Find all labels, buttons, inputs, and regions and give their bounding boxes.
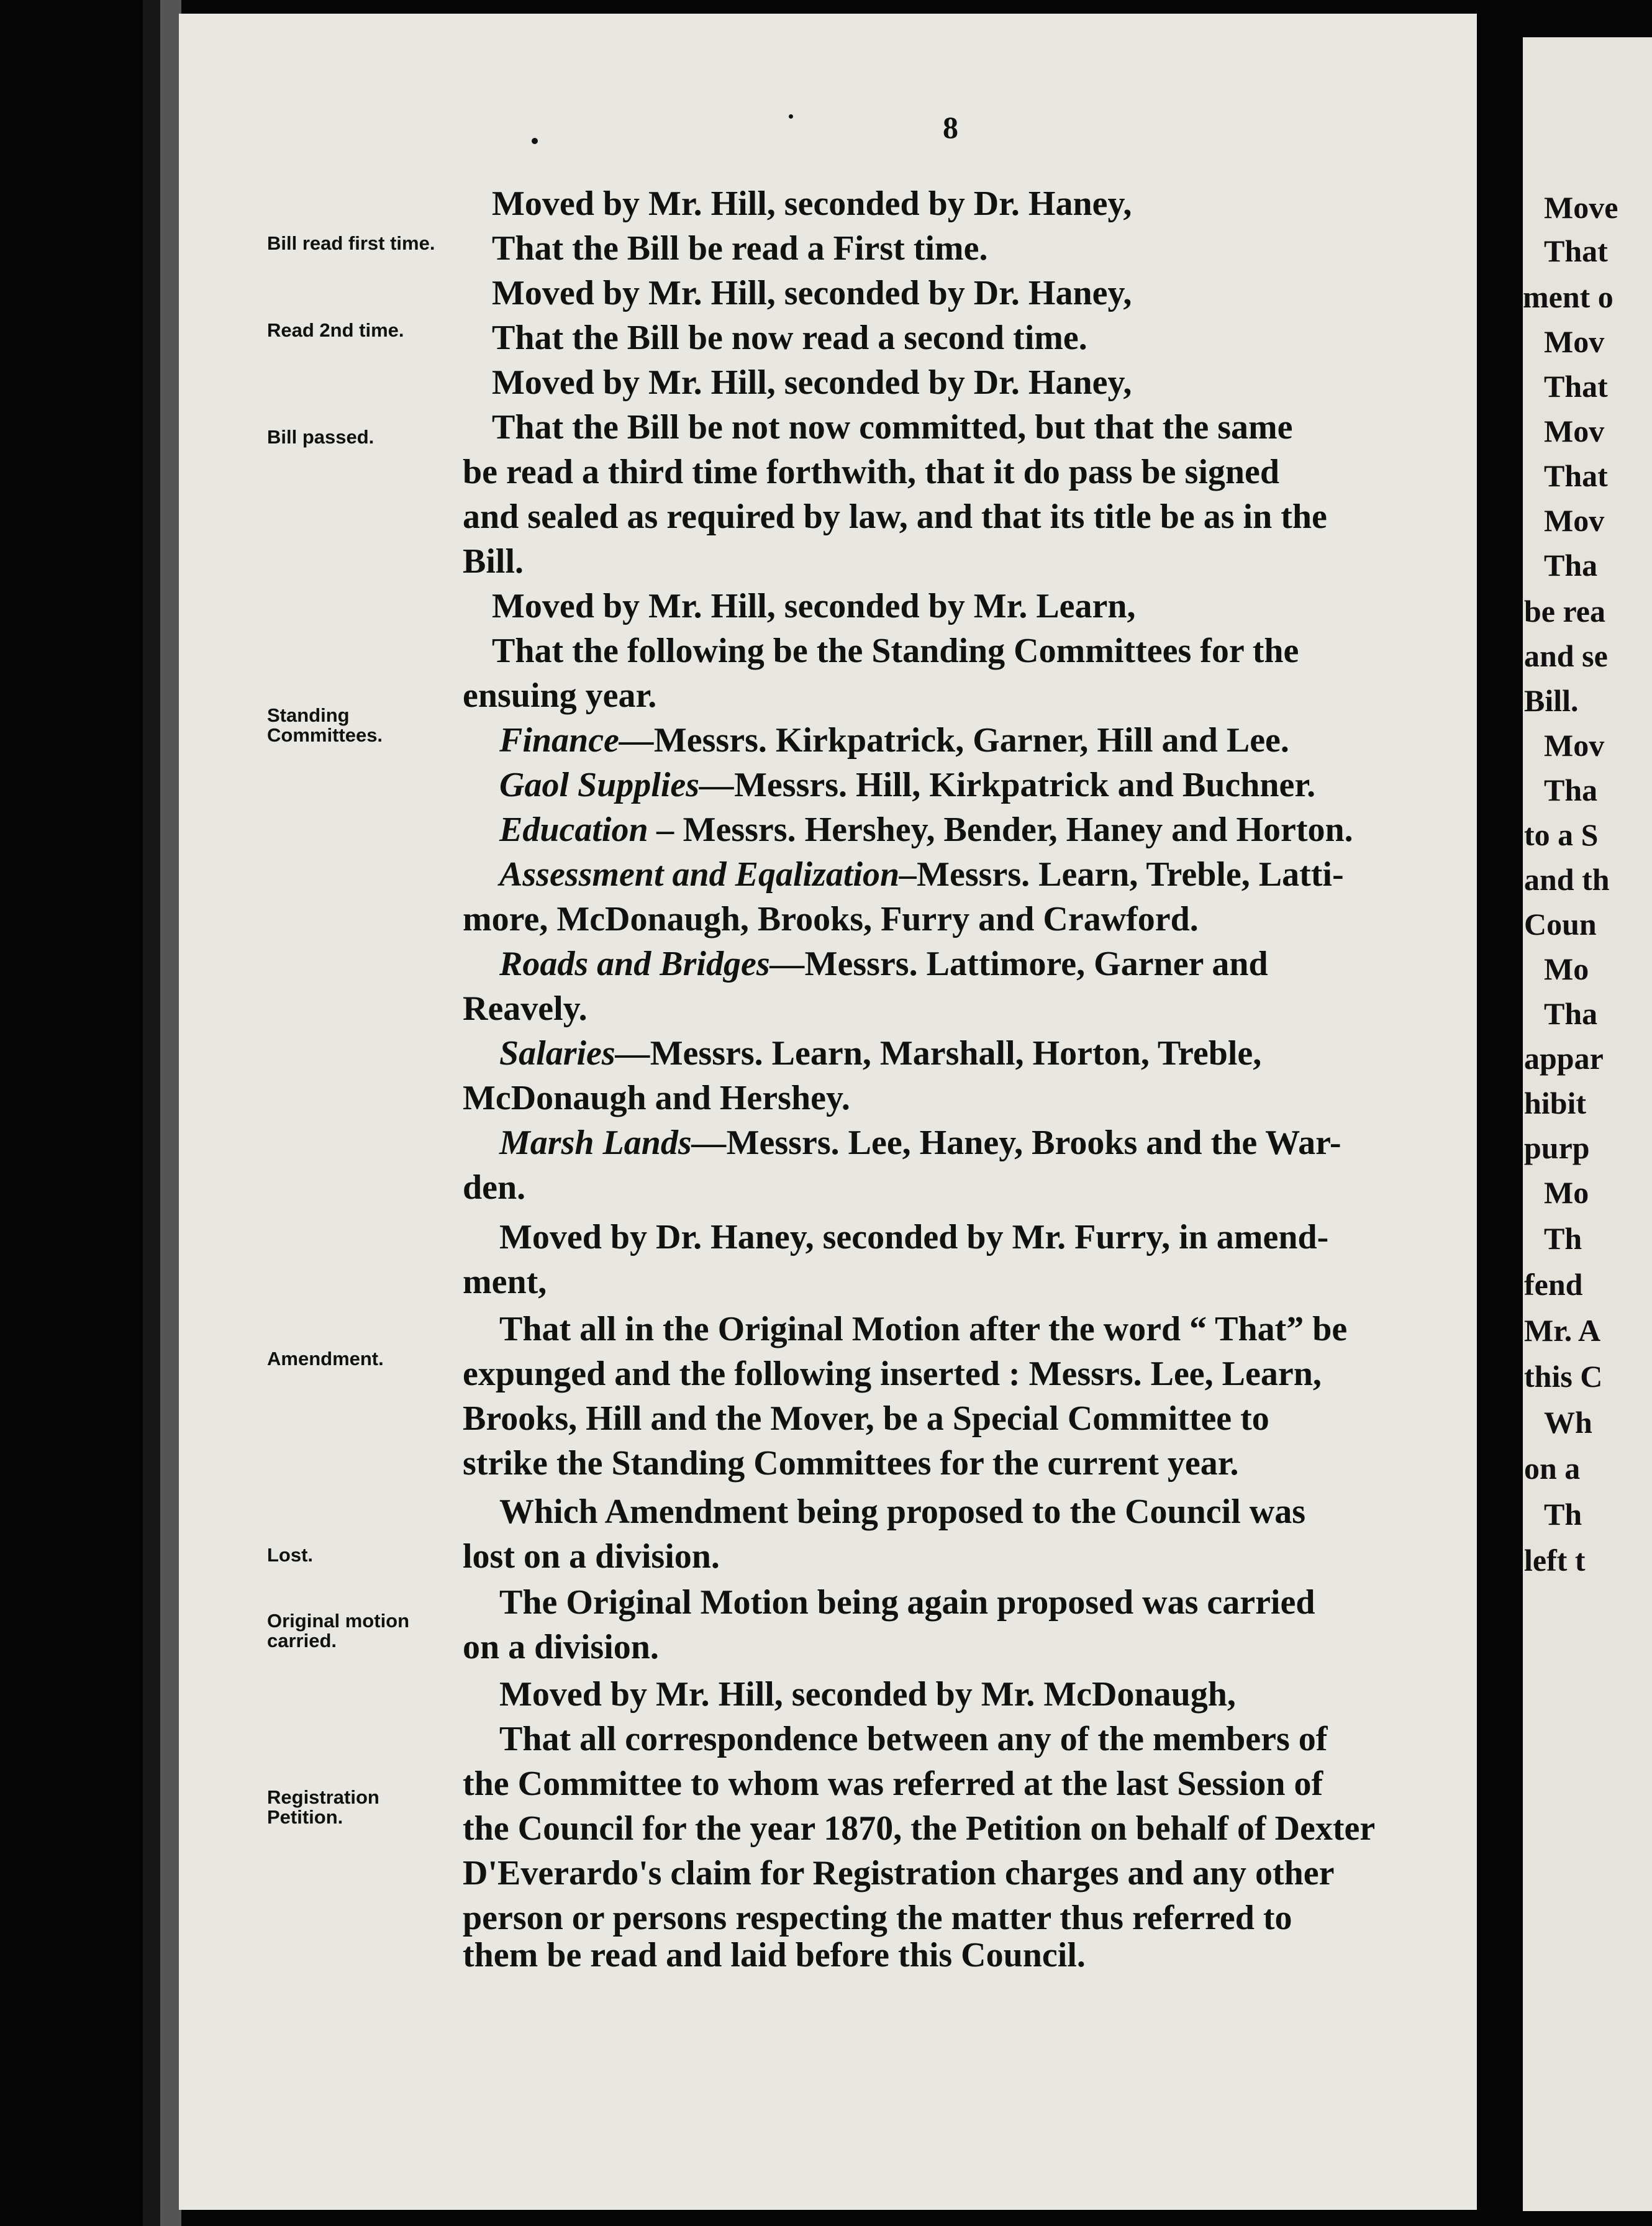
fragment: fend (1524, 1267, 1583, 1302)
fragment: Coun (1524, 907, 1597, 942)
fragment: That (1544, 234, 1608, 268)
binding-gutter (143, 0, 160, 2226)
committee-salaries (499, 1035, 1487, 1072)
body-line: McDonaugh and Hershey. (463, 1079, 850, 1117)
body-line: strike the Standing Committees for the current year. (463, 1444, 1239, 1483)
margin-note-lost: Lost. (267, 1544, 314, 1566)
body-line: Moved by Mr. Hill, seconded by Dr. Haney, (492, 274, 1132, 312)
body-line: That the Bill be not now committed, but that the same (492, 408, 1293, 447)
margin-note-standing-committees: Standing Committees. (267, 704, 383, 746)
margin-note-amendment: Amendment. (267, 1348, 384, 1370)
fragment: appar (1524, 1041, 1604, 1076)
body-line: ensuing year. (463, 676, 657, 715)
body-line: more, McDonaugh, Brooks, Furry and Crawford. (463, 900, 1199, 938)
body-line: That the following be the Standing Committees for the (492, 632, 1299, 670)
committee-gaol (499, 766, 1487, 804)
committee-marsh (499, 1124, 1487, 1161)
committee-education (499, 811, 1487, 848)
fragment: Mr. A (1524, 1313, 1601, 1348)
speck (789, 114, 793, 119)
committee-name: Roads and Bridges— (499, 945, 805, 983)
fragment: Tha (1544, 773, 1598, 807)
body-line: Moved by Mr. Hill, seconded by Mr. McDonaugh, (499, 1675, 1236, 1714)
page-number: 8 (943, 110, 958, 145)
body-line: D'Everardo's claim for Registration charges and any other (463, 1854, 1335, 1892)
body-line: Which Amendment being proposed to the Council was (499, 1492, 1306, 1531)
fragment: Move (1544, 190, 1618, 225)
fragment: Wh (1544, 1405, 1592, 1440)
fragment: Mov (1544, 728, 1605, 763)
body-line: That all correspondence between any of the members of (499, 1720, 1328, 1758)
committee-assessment (499, 856, 1487, 893)
fragment: Th (1544, 1497, 1582, 1532)
body-line: the Council for the year 1870, the Petition on behalf of Dexter (463, 1809, 1376, 1848)
fragment: That (1544, 369, 1608, 404)
committee-name: Finance— (499, 721, 654, 760)
fragment: and se (1524, 638, 1608, 673)
margin-note-bill-read-first: Bill read first time. (267, 232, 435, 254)
body-line: the Committee to whom was referred at the last Session of (463, 1765, 1323, 1803)
body-line: That the Bill be read a First time. (492, 229, 988, 268)
body-line: and sealed as required by law, and that its title be as in the (463, 497, 1327, 536)
body-line: on a division. (463, 1628, 659, 1666)
body-line: Moved by Dr. Haney, seconded by Mr. Furry, in amend- (499, 1218, 1329, 1256)
margin-note-original-motion: Original motion carried. (267, 1610, 410, 1651)
body-line: Moved by Mr. Hill, seconded by Dr. Haney, (492, 184, 1132, 223)
body-line: lost on a division. (463, 1537, 720, 1576)
fragment: Mov (1544, 503, 1605, 538)
margin-note-registration-petition: Registration Petition. (267, 1786, 379, 1828)
fragment: Mo (1544, 952, 1589, 986)
right-page-text (1523, 0, 1652, 2226)
fragment: this C (1524, 1359, 1603, 1394)
body-line: Reavely. (463, 989, 588, 1028)
committee-members: Messrs. Hill, Kirkpatrick and Buchner. (734, 766, 1316, 804)
margin-note-bill-passed: Bill passed. (267, 426, 374, 448)
body-line: ment, (463, 1263, 547, 1301)
body-line: Bill. (463, 542, 524, 581)
page-edge (160, 0, 181, 2226)
fragment: and th (1524, 862, 1610, 897)
fragment: be rea (1524, 594, 1605, 629)
fragment: Tha (1544, 996, 1598, 1031)
fragment: purp (1524, 1130, 1590, 1165)
committee-members: Messrs. Lattimore, Garner and (804, 945, 1268, 983)
body-line: Moved by Mr. Hill, seconded by Mr. Learn, (492, 587, 1136, 625)
body-line: den. (463, 1168, 526, 1207)
fragment: Mov (1544, 324, 1605, 359)
fragment: ment o (1523, 279, 1613, 314)
body-line: The Original Motion being again proposed was carried (499, 1583, 1315, 1622)
fragment: Mo (1544, 1175, 1589, 1210)
committee-members: Messrs. Lee, Haney, Brooks and the War- (726, 1124, 1341, 1162)
fragment: That (1544, 458, 1608, 493)
body-line: be read a third time forthwith, that it do pass be signed (463, 453, 1280, 491)
committee-members: Messrs. Kirkpatrick, Garner, Hill and Lee. (653, 721, 1289, 760)
fragment: on a (1524, 1451, 1581, 1486)
fragment: hibit (1524, 1086, 1587, 1120)
speck (532, 138, 538, 144)
body-line: Moved by Mr. Hill, seconded by Dr. Haney, (492, 363, 1132, 402)
fragment: Tha (1544, 548, 1598, 583)
committee-name: Assessment and Eqalization– (499, 855, 917, 894)
fragment: Bill. (1524, 683, 1579, 718)
committee-name: Education – (499, 811, 683, 849)
committee-name: Salaries— (499, 1034, 650, 1073)
committee-members: Messrs. Learn, Marshall, Horton, Treble, (650, 1034, 1262, 1073)
body-line: Brooks, Hill and the Mover, be a Special Committee to (463, 1399, 1269, 1438)
committee-finance (499, 722, 1487, 759)
body-line: expunged and the following inserted : Messrs. Lee, Learn, (463, 1355, 1322, 1393)
committee-roads (499, 945, 1487, 983)
fragment: Th (1544, 1221, 1582, 1256)
committee-members: Messrs. Learn, Treble, Latti- (917, 855, 1344, 894)
margin-note-read-2nd: Read 2nd time. (267, 319, 404, 341)
fragment: to a S (1524, 817, 1599, 852)
committee-name: Marsh Lands— (499, 1124, 727, 1162)
fragment: Mov (1544, 414, 1605, 448)
committee-name: Gaol Supplies— (499, 766, 735, 804)
body-line: That the Bill be now read a second time. (492, 319, 1087, 357)
body-line: them be read and laid before this Council. (463, 1936, 1086, 1974)
fragment: left t (1524, 1543, 1586, 1578)
body-line: That all in the Original Motion after the word “ That” be (499, 1310, 1348, 1348)
body-line: person or persons respecting the matter thus referred to (463, 1899, 1292, 1937)
committee-members: Messrs. Hershey, Bender, Haney and Horton. (683, 811, 1353, 849)
